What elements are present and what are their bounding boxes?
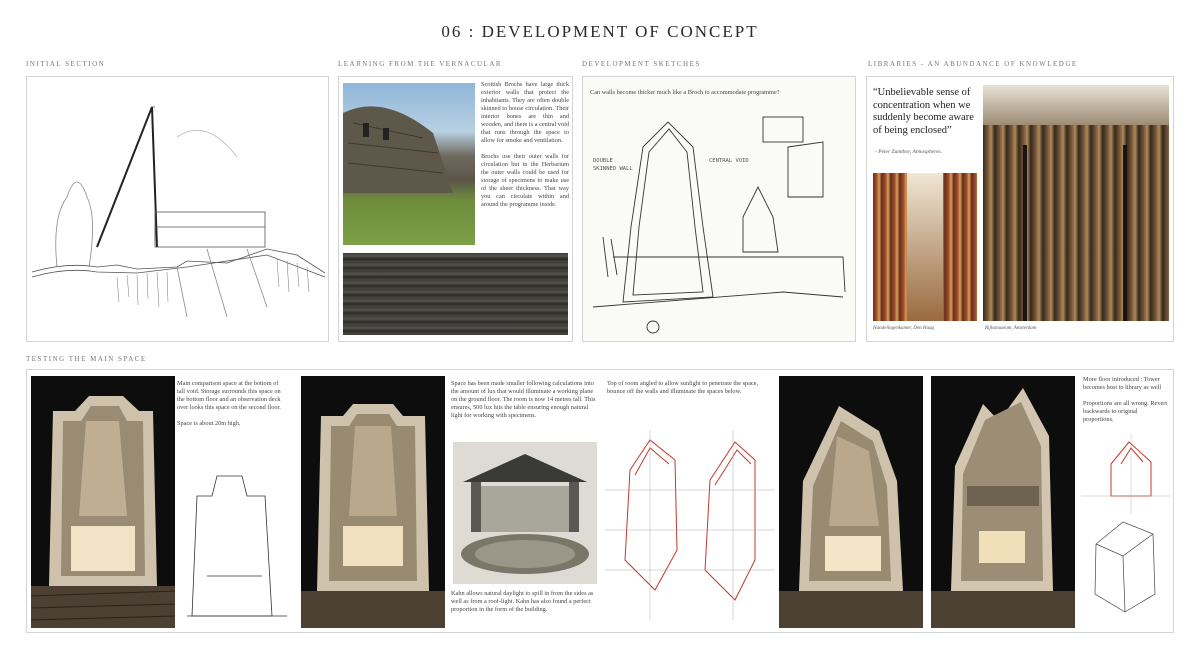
vernacular-text: Scottish Brochs have large thick exterior walls that protect the inhabitants. They are often double skinned to house circulation. Their interior bones are thin and wooden, and there is a central void that runs through the space to allow for smoke and ventilation. bbox=[481, 81, 569, 144]
model-photo-2 bbox=[301, 376, 445, 628]
library-photo-den-haag bbox=[873, 173, 977, 321]
model-photo-1 bbox=[31, 376, 175, 628]
initial-section-drawing bbox=[27, 77, 328, 341]
development-sketch bbox=[583, 77, 855, 341]
page-title: 06 : DEVELOPMENT OF CONCEPT bbox=[441, 22, 759, 41]
sketch-question: Can walls become thicker much like a Broch to accommodate programme? bbox=[590, 89, 780, 96]
dev-sketches-panel bbox=[582, 76, 856, 342]
model-photo-4 bbox=[931, 376, 1075, 628]
testing-text-5: More floor introduced : Tower becomes host to library as well bbox=[1083, 376, 1162, 391]
final-red-sketches bbox=[1081, 434, 1171, 624]
section-label-dev-sketches: DEVELOPMENT SKETCHES bbox=[582, 60, 701, 68]
initial-section-panel bbox=[26, 76, 329, 342]
testing-text-4: Top of room angled to allow sunlight to penetrate the space, bounce off the walls and illuminate the spaces below. bbox=[607, 380, 759, 395]
vernacular-panel bbox=[338, 76, 573, 342]
testing-text-5b: Proportions are all wrong. Revert backwards to original proportions. bbox=[1083, 400, 1168, 423]
section-label-testing: TESTING THE MAIN SPACE bbox=[26, 355, 147, 363]
kahn-photo bbox=[453, 442, 597, 584]
vernacular-text-2: Brochs use their outer walls for circulation but in the Herbarium the outer walls could be used for storage of specimens to make use of the sheer thickness. That way you can circulate within and around the programme inside. bbox=[481, 153, 569, 208]
quote-author: - Peter Zumthor, Atmospheres. bbox=[875, 149, 943, 155]
library-caption-2: Rijksmuseum, Amsterdam bbox=[985, 326, 1037, 331]
testing-text-1: Main comparison space at the bottom of tall void. Storage surrounds this space on the bottom floor and an observation deck over looks this space on the second floor. bbox=[177, 380, 281, 411]
model-3-shape bbox=[779, 376, 923, 628]
model-1-shape bbox=[31, 376, 175, 628]
libraries-panel bbox=[866, 76, 1174, 342]
red-sketch-drawings bbox=[605, 430, 775, 620]
library-photo-rijksmuseum bbox=[983, 85, 1169, 321]
stone-wall-photo bbox=[343, 253, 568, 335]
kahn-pavilion-shape bbox=[453, 442, 597, 584]
model-4-shape bbox=[931, 376, 1075, 628]
red-sketch-lines bbox=[605, 430, 775, 620]
final-red-sketch-lines bbox=[1081, 434, 1171, 624]
testing-text-2: Space has been made smaller following calculations into the amount of lux that would illuminate a working plane on the ground floor. The room is now 14 metres tall. This ensures, 500 lux hits the table ensuring enough natural light for working with specimens. bbox=[451, 380, 596, 419]
sketch-note-1: DOUBLE SKINNED WALL bbox=[593, 158, 633, 172]
testing-text-3: Kahn allows natural daylight to spill in from the sides as well as from a roof-light. Kahn has also found a perfect proportion in the form of the building. bbox=[451, 590, 594, 613]
library-caption-1: Handelingenkamer, Den Haag bbox=[873, 326, 934, 331]
model-photo-3 bbox=[779, 376, 923, 628]
section-label-libraries: LIBRARIES - AN ABUNDANCE OF KNOWLEDGE bbox=[868, 60, 1078, 68]
testing-text-1b: Space is about 20m high. bbox=[177, 420, 241, 427]
broch-photo bbox=[343, 83, 475, 245]
zumthor-quote: “Unbelievable sense of concentration when we suddenly become aware of being enclosed” bbox=[873, 87, 974, 136]
model-2-shape bbox=[301, 376, 445, 628]
testing-main-space-panel bbox=[26, 369, 1174, 633]
broch-shape bbox=[343, 83, 475, 245]
section-label-vernacular: LEARNING FROM THE VERNACULAR bbox=[338, 60, 503, 68]
sketch-note-2: CENTRAL VOID bbox=[709, 158, 749, 164]
section-label-initial: INITIAL SECTION bbox=[26, 60, 106, 68]
